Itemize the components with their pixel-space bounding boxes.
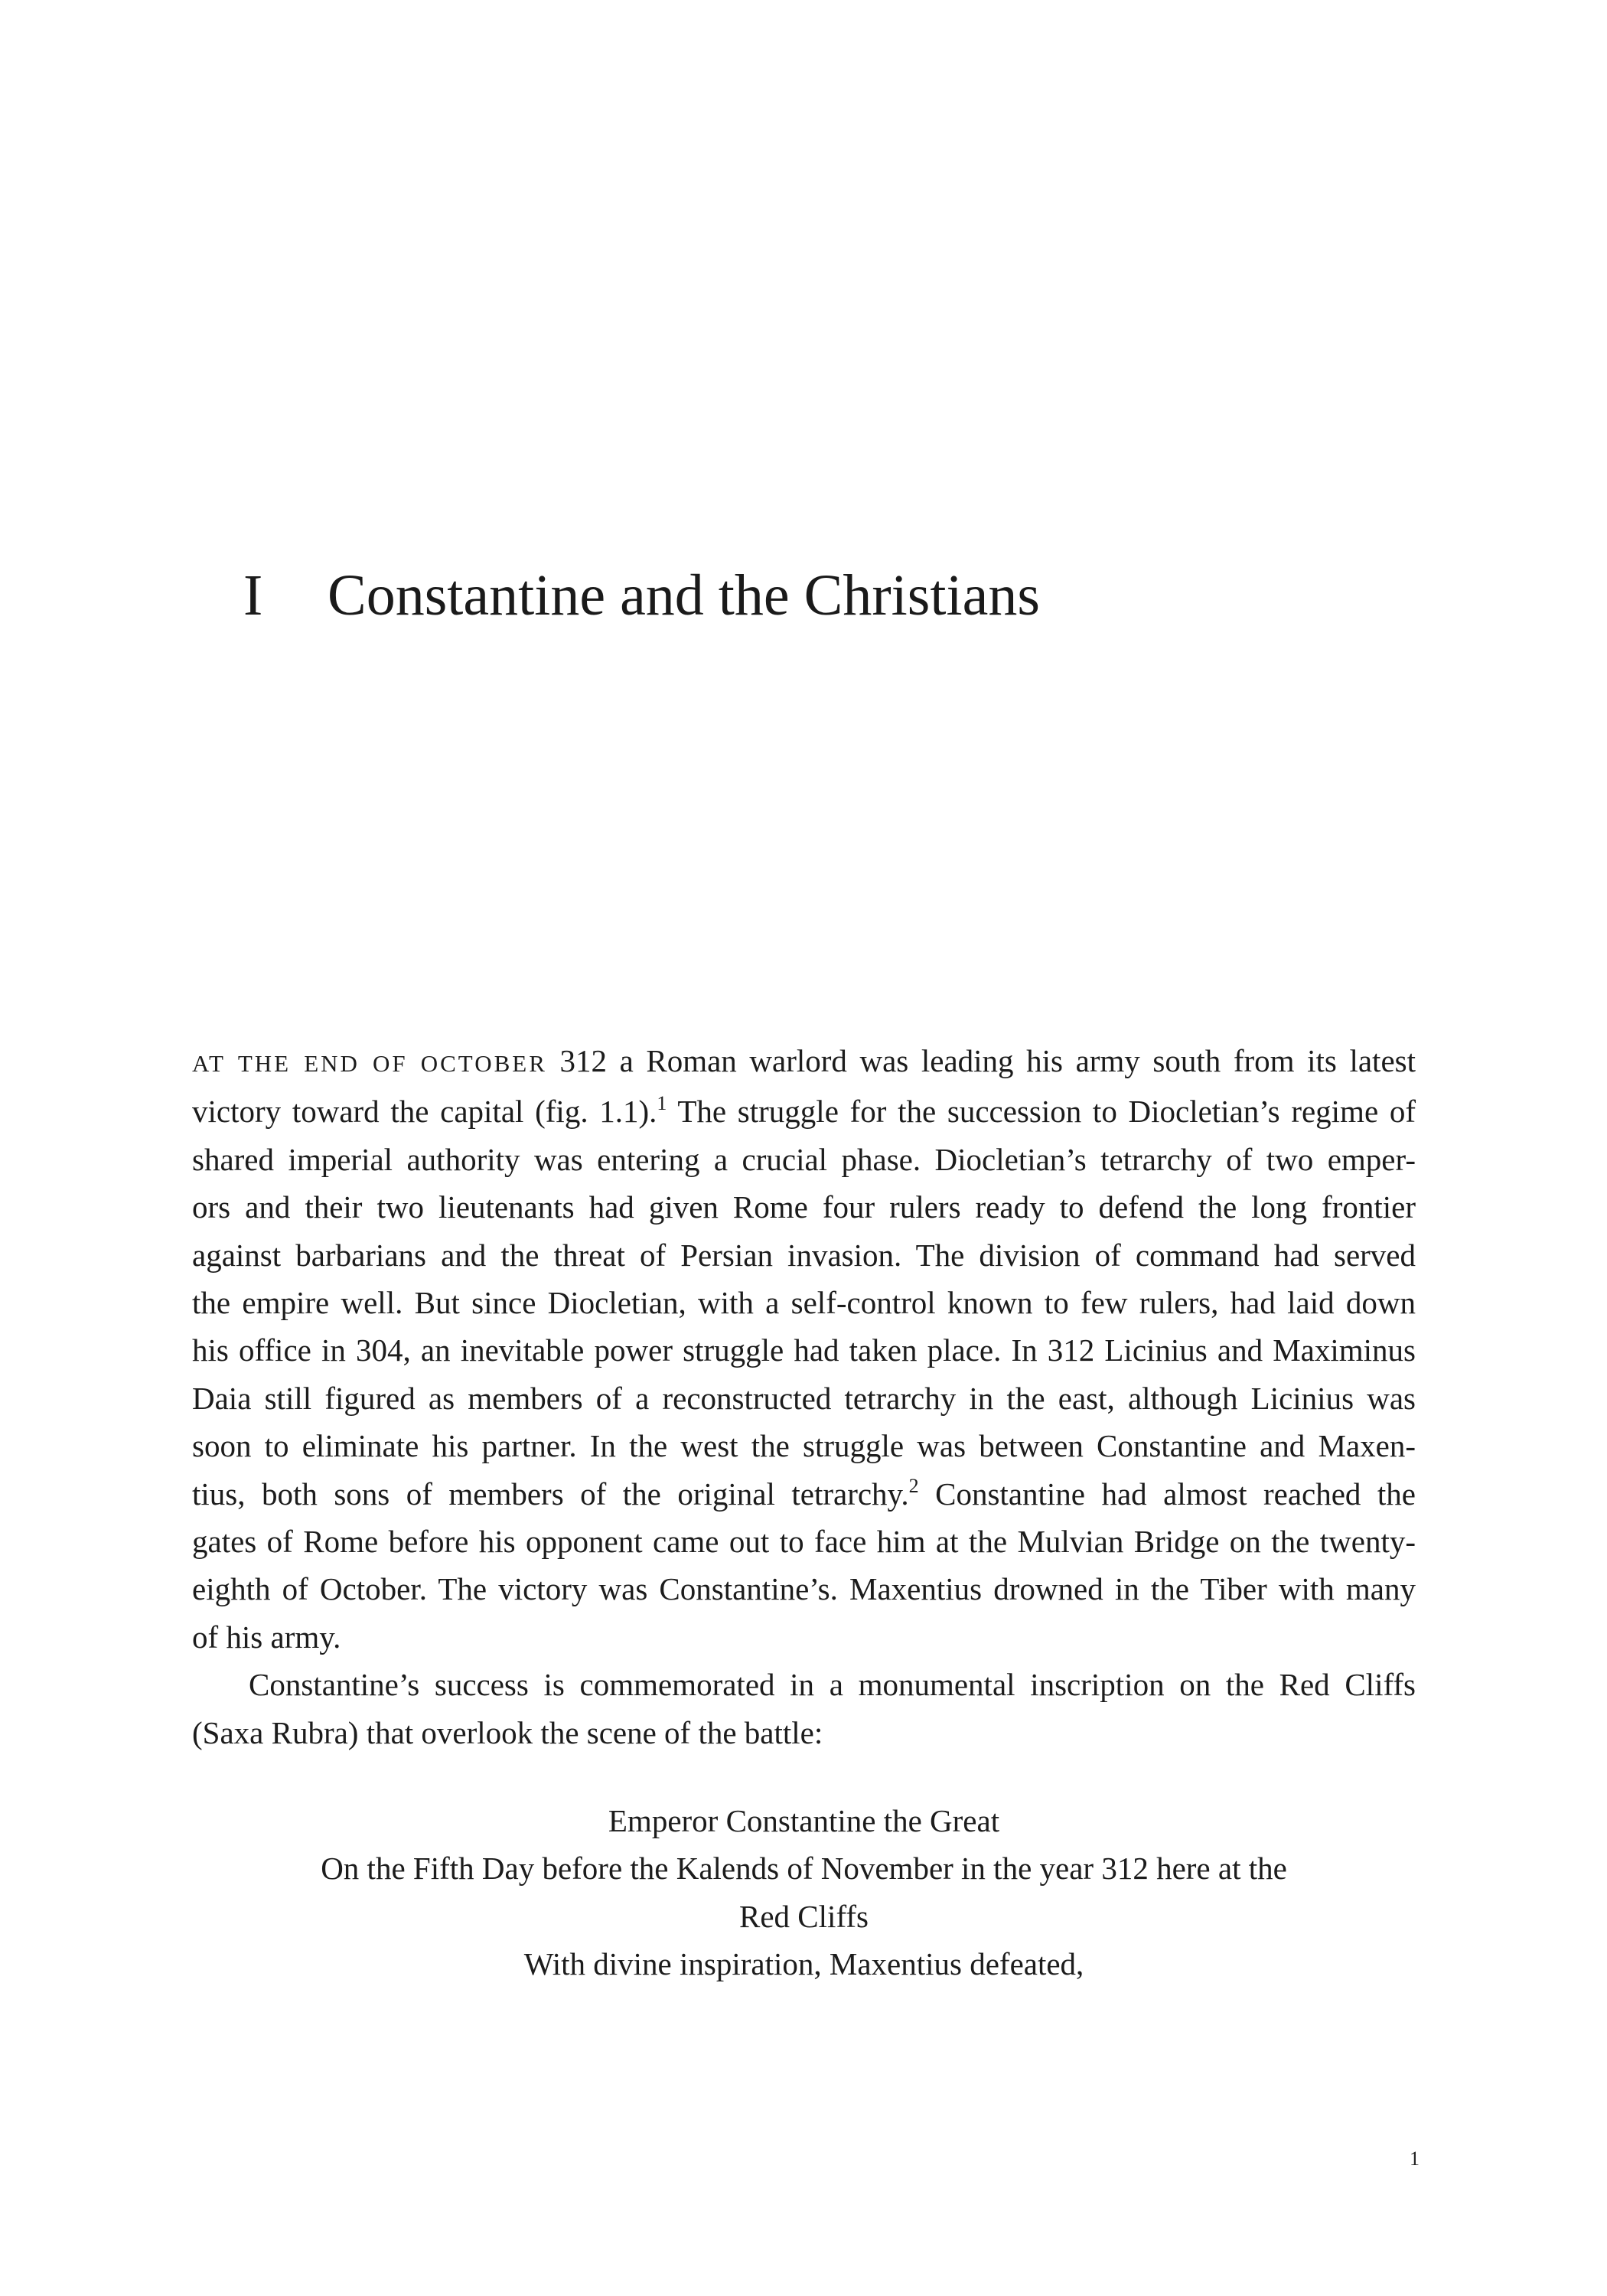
inscription-line: With divine inspiration, Maxentius defeated, <box>523 1946 1084 1982</box>
paragraph-line: his office in 304, an inevitable power struggle had taken place. In 312 Licinius and Maximinus <box>192 1332 1416 1368</box>
paragraph-line: victory toward the capital (fig. 1.1).$^1$ The struggle for the succession to Diocletian’s regime of <box>192 1092 1416 1130</box>
chapter-title: Constantine and the Christians <box>328 563 1040 628</box>
paragraph-line: (Saxa Rubra) that overlook the scene of the battle: <box>192 1714 823 1750</box>
paragraph-line: ors and their two lieutenants had given Rome four rulers ready to defend the long frontier <box>192 1189 1416 1225</box>
paragraph-line: gates of Rome before his opponent came out to face him at the Mulvian Bridge on the twenty- <box>192 1524 1416 1560</box>
paragraph-line: of his army. <box>192 1619 341 1655</box>
inscription-line: Emperor Constantine the Great <box>608 1803 1000 1838</box>
paragraph-line: AT THE END OF OCTOBER 312 a Roman warlord was leading his army south from its latest <box>192 1043 1416 1078</box>
paragraph-line: soon to eliminate his partner. In the west the struggle was between Constantine and Maxen- <box>192 1428 1416 1464</box>
paragraph-line: shared imperial authority was entering a crucial phase. Diocletian’s tetrarchy of two emper- <box>192 1141 1416 1177</box>
paragraph-line: against barbarians and the threat of Persian invasion. The division of command had served <box>192 1237 1416 1273</box>
inscription-line: On the Fifth Day before the Kalends of November in the year 312 here at the <box>321 1851 1287 1887</box>
chapter-heading <box>243 557 1040 634</box>
paragraph-line: Daia still figured as members of a reconstructed tetrarchy in the east, although Licinius was <box>192 1380 1416 1416</box>
paragraph-line: tius, both sons of members of the original tetrarchy.$^2$ Constantine had almost reached the <box>192 1474 1416 1512</box>
paragraph-line: Constantine’s success is commemorated in a monumental inscription on the Red Cliffs <box>249 1667 1416 1703</box>
body-text <box>192 1037 1416 1756</box>
chapter-number: I <box>243 563 263 628</box>
paragraph-1 <box>192 1037 1416 1661</box>
footnote-marker[interactable]: 1 <box>657 1092 667 1115</box>
opening-small-caps: AT THE END OF OCTOBER <box>192 1050 547 1077</box>
inscription-quote <box>192 1797 1416 1988</box>
paragraph-line: eighth of October. The victory was Constantine’s. Maxentius drowned in the Tiber with many <box>192 1571 1416 1607</box>
paragraph-line: the empire well. But since Diocletian, with a self-control known to few rulers, had laid down <box>192 1285 1416 1321</box>
inscription-line: Red Cliffs <box>739 1898 869 1934</box>
page-number: 1 <box>1410 2148 1420 2170</box>
paragraph-2 <box>192 1661 1416 1756</box>
footnote-marker[interactable]: 2 <box>908 1474 919 1497</box>
